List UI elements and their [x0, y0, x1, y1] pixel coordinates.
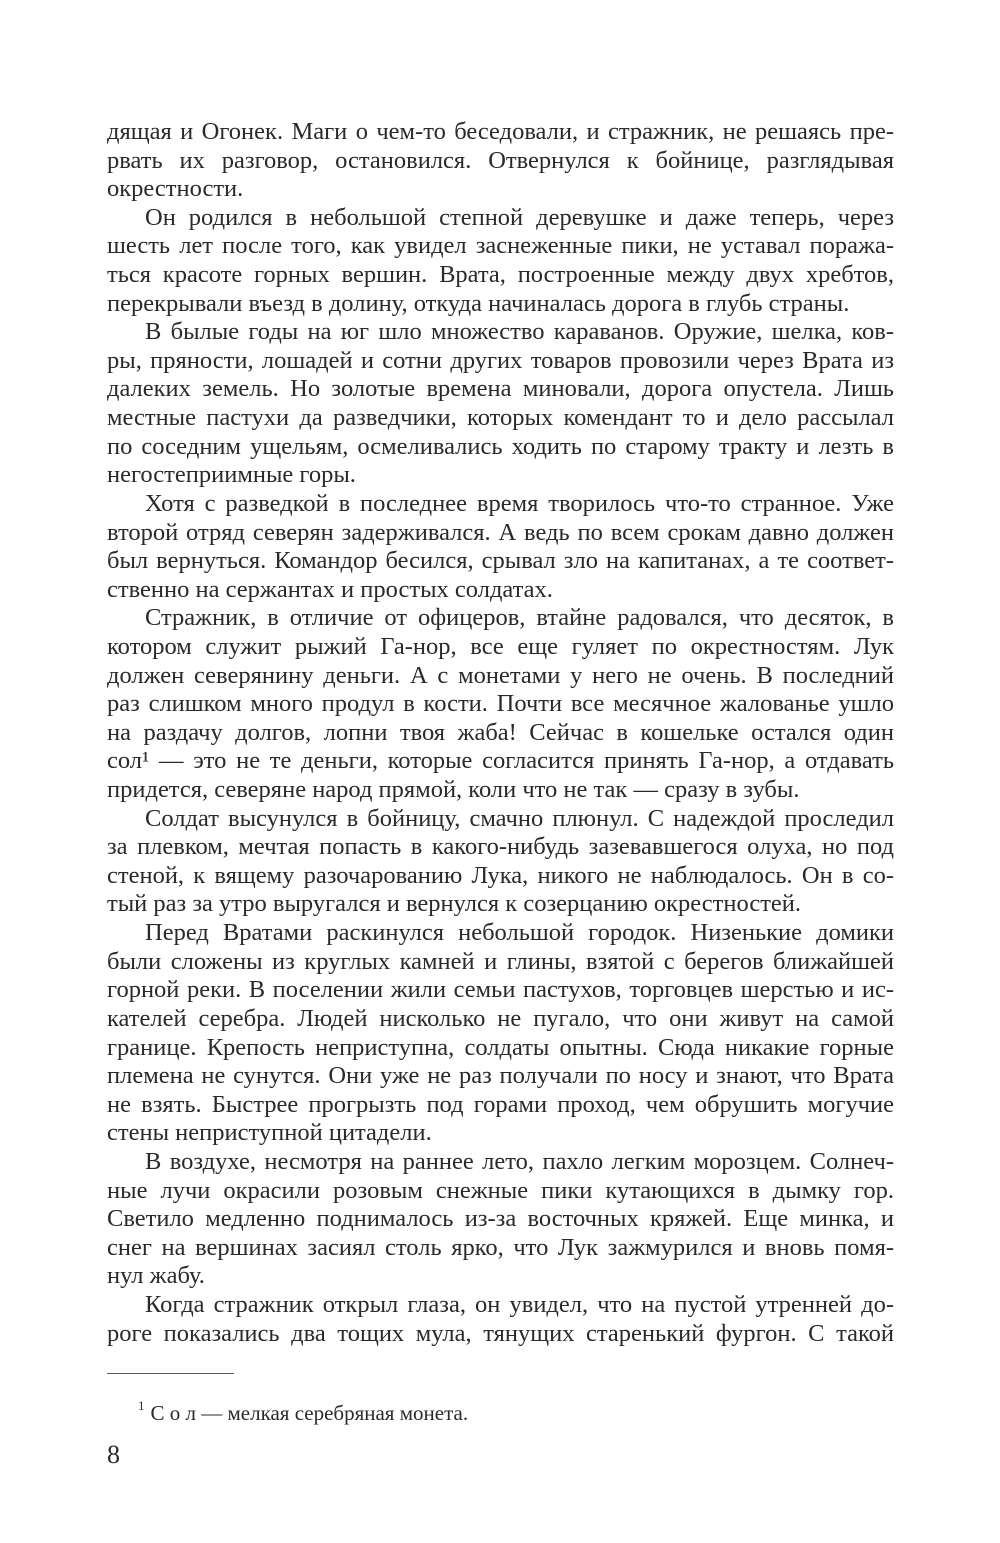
text-line: должен северянину деньги. А с монетами у него не очень. В последний [107, 661, 894, 689]
text-line: ться красоте горных вершин. Врата, построенные между двух хребтов, [107, 261, 894, 289]
paragraph [107, 118, 894, 204]
paragraph [107, 204, 894, 318]
footnote-marker: 1 [138, 1398, 145, 1413]
text-line: окрестности. [107, 175, 244, 203]
text-line: кателей серебра. Людей нисколько не пугало, что они живут на самой [107, 1004, 894, 1032]
text-line: далеких земель. Но золотые времена миновали, дорога опустела. Лишь [107, 375, 894, 403]
text-line: местные пастухи да разведчики, которых комендант то и дело рассылал [107, 404, 894, 432]
text-line: Хотя с разведкой в последнее время творилось что-то странное. Уже [145, 489, 894, 517]
paragraph [107, 805, 894, 919]
paragraph [107, 318, 894, 490]
text-line: ные лучи окрасили розовым снежные пики кутающихся в дымку гор. [107, 1176, 894, 1204]
text-line: на раздачу долгов, лопни твоя жаба! Сейчас в кошельке остался один [107, 718, 894, 746]
text-line: котором служит рыжий Га-нор, все еще гуляет по окрестностям. Лук [107, 632, 894, 660]
text-line: рвать их разговор, остановился. Отвернулся к бойнице, разглядывая [107, 146, 894, 174]
text-line: шесть лет после того, как увидел заснеженные пики, не уставал поража- [107, 232, 894, 260]
paragraph [107, 604, 894, 804]
text-line: Солдат высунулся в бойницу, смачно плюнул. С надеждой проследил [145, 804, 894, 832]
text-line: за плевком, мечтая попасть в какого-нибудь зазевавшегося олуха, но под [107, 833, 894, 861]
text-line: ры, пряности, лошадей и сотни других товаров провозили через Врата из [107, 346, 894, 374]
text-line: снег на вершинах засиял столь ярко, что Лук зажмурился и вновь помя- [107, 1233, 894, 1261]
text-line: сол¹ — это не те деньги, которые согласится принять Га-нор, а отдавать [107, 747, 894, 775]
text-line: стены неприступной цитадели. [107, 1119, 432, 1147]
text-line: горной реки. В поселении жили семьи пастухов, торговцев шерстью и ис- [107, 976, 894, 1004]
text-line: Стражник, в отличие от офицеров, втайне радовался, что десяток, в [145, 604, 894, 632]
text-line: Он родился в небольшой степной деревушке и даже теперь, через [145, 203, 894, 231]
paragraph [107, 919, 894, 1148]
text-line: нул жабу. [107, 1262, 205, 1290]
text-line: не взять. Быстрее прогрызть под горами проход, чем обрушить могучие [107, 1090, 894, 1118]
page-number: 8 [107, 1440, 120, 1469]
text-line: придется, северяне народ прямой, коли что не так — сразу в зубы. [107, 776, 800, 804]
text-line: роге показались два тощих мула, тянущих старенький фургон. С такой [107, 1319, 894, 1347]
text-line: Когда стражник открыл глаза, он увидел, что на пустой утренней до- [145, 1290, 894, 1318]
body-text [107, 118, 894, 1348]
text-line: перекрывали въезд в долину, откуда начиналась дорога в глубь страны. [107, 289, 850, 317]
text-line: по соседним ущельям, осмеливались ходить по старому тракту и лезть в [107, 432, 894, 460]
footnote-divider [107, 1373, 234, 1374]
text-line: В былые годы на юг шло множество караванов. Оружие, шелка, ков- [145, 318, 894, 346]
text-line: были сложены из круглых камней и глины, взятой с берегов ближайшей [107, 947, 894, 975]
text-line: дящая и Огонек. Маги о чем-то беседовали, и стражник, не решаясь пре- [107, 118, 894, 145]
text-line: Перед Вратами раскинулся небольшой городок. Низенькие домики [145, 919, 894, 947]
text-line: был вернуться. Командор бесился, срывал зло на капитанах, а те соответ- [107, 547, 894, 575]
text-line: второй отряд северян задерживался. А ведь по всем срокам давно должен [107, 518, 894, 546]
text-line: ственно на сержантах и простых солдатах. [107, 575, 553, 603]
text-line: стеной, к вящему разочарованию Лука, никого не наблюдалось. Он в со- [107, 861, 894, 889]
text-line: племена не сунутся. Они уже не раз получали по носу и знают, что Врата [107, 1062, 894, 1090]
footnote-text: С о л — мелкая серебряная монета. [150, 1401, 469, 1425]
paragraph [107, 490, 894, 604]
text-line: тый раз за утро выругался и вернулся к созерцанию окрестностей. [107, 890, 802, 918]
text-line: раз слишком много продул в кости. Почти все месячное жалованье ушло [107, 690, 894, 718]
text-line: Светило медленно поднималось из-за восточных кряжей. Еще минка, и [107, 1205, 894, 1233]
footnote [138, 1398, 468, 1426]
paragraph [107, 1291, 894, 1348]
text-line: границе. Крепость неприступна, солдаты опытны. Сюда никакие горные [107, 1033, 894, 1061]
paragraph [107, 1148, 894, 1291]
text-line: В воздухе, несмотря на раннее лето, пахло легким морозцем. Солнеч- [145, 1147, 894, 1175]
text-line: негостеприимные горы. [107, 461, 356, 489]
